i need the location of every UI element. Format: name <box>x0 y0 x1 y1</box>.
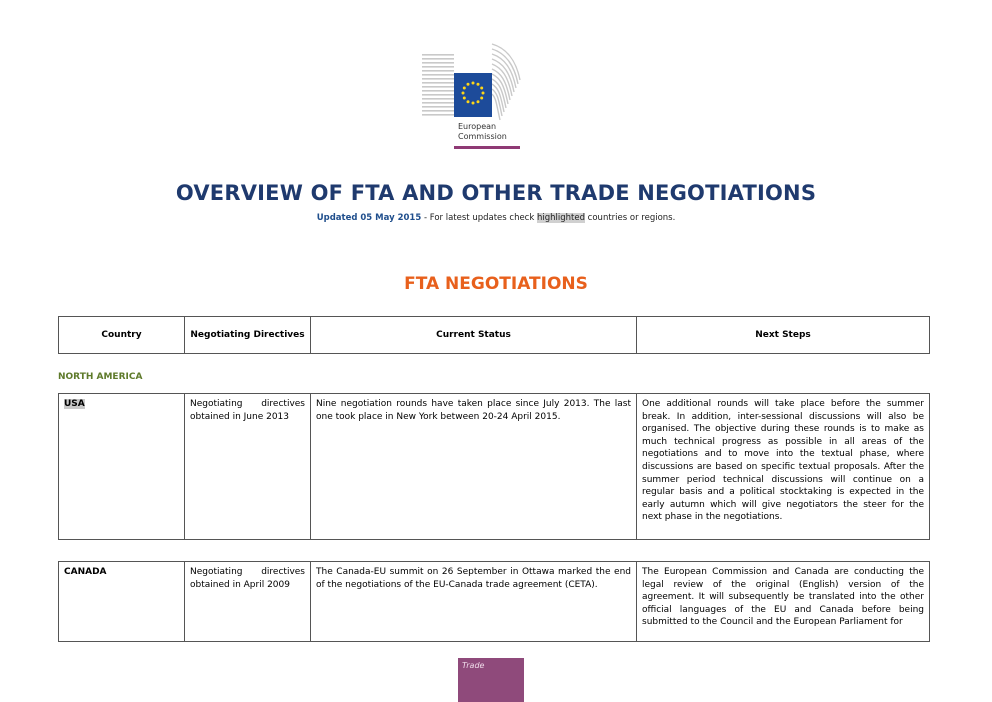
footer-label: Trade <box>462 661 485 670</box>
directives-cell: Negotiating directives obtained in April 2009 <box>185 562 311 642</box>
col-header-country: Country <box>59 317 185 354</box>
status-cell: Nine negotiation rounds have taken place since July 2013. The last one took place in New York between 20-24 April 2015. <box>311 394 637 540</box>
table-row <box>58 561 930 642</box>
country-name: CANADA <box>64 567 107 577</box>
page-subtitle <box>0 213 992 223</box>
updated-date: Updated 05 May 2015 <box>316 213 422 223</box>
table-row <box>58 393 930 540</box>
col-header-directives: Negotiating Directives <box>185 317 311 354</box>
logo-line-1: European <box>458 122 497 131</box>
country-cell <box>59 562 185 642</box>
section-title: FTA NEGOTIATIONS <box>404 274 588 294</box>
logo-line-2: Commission <box>458 132 507 141</box>
next-steps-cell: One additional rounds will take place before the summer break. In addition, inter-sessional discussions will also be organised. The objective during these rounds is to make as much technical progress as possible in all areas of the negotiations and to move into the textual phase, where discussions are based on specific textual proposals. After the summer period technical discussions will continue on a regular basis and a political stocktaking is expected in the early autumn which will give negotiators the steer for the next phase in the negotiations. <box>637 394 930 540</box>
logo-caption <box>458 122 507 142</box>
status-cell: The Canada-EU summit on 26 September in Ottawa marked the end of the negotiations of the EU-Canada trade agreement (CETA). <box>311 562 637 642</box>
subtitle-highlight: highlighted <box>536 213 585 223</box>
col-header-status: Current Status <box>311 317 637 354</box>
country-cell <box>59 394 185 540</box>
subtitle-note-post: countries or regions. <box>584 213 676 223</box>
col-header-next-steps: Next Steps <box>637 317 930 354</box>
country-name: USA <box>64 399 85 409</box>
subtitle-note-pre: - For latest updates check <box>421 213 537 223</box>
footer-trade-tab <box>458 658 524 702</box>
page-title: OVERVIEW OF FTA AND OTHER TRADE NEGOTIATIONS <box>175 181 817 205</box>
logo-underline <box>454 146 520 149</box>
next-steps-cell: The European Commission and Canada are conducting the legal review of the original (English) version of the agreement. It will subsequently be translated into the other official languages of the EU and Canada before being submitted to the Council and the European Parliament for <box>637 562 930 642</box>
region-heading: NORTH AMERICA <box>58 372 143 382</box>
table-header <box>58 316 930 354</box>
directives-cell: Negotiating directives obtained in June 2013 <box>185 394 311 540</box>
